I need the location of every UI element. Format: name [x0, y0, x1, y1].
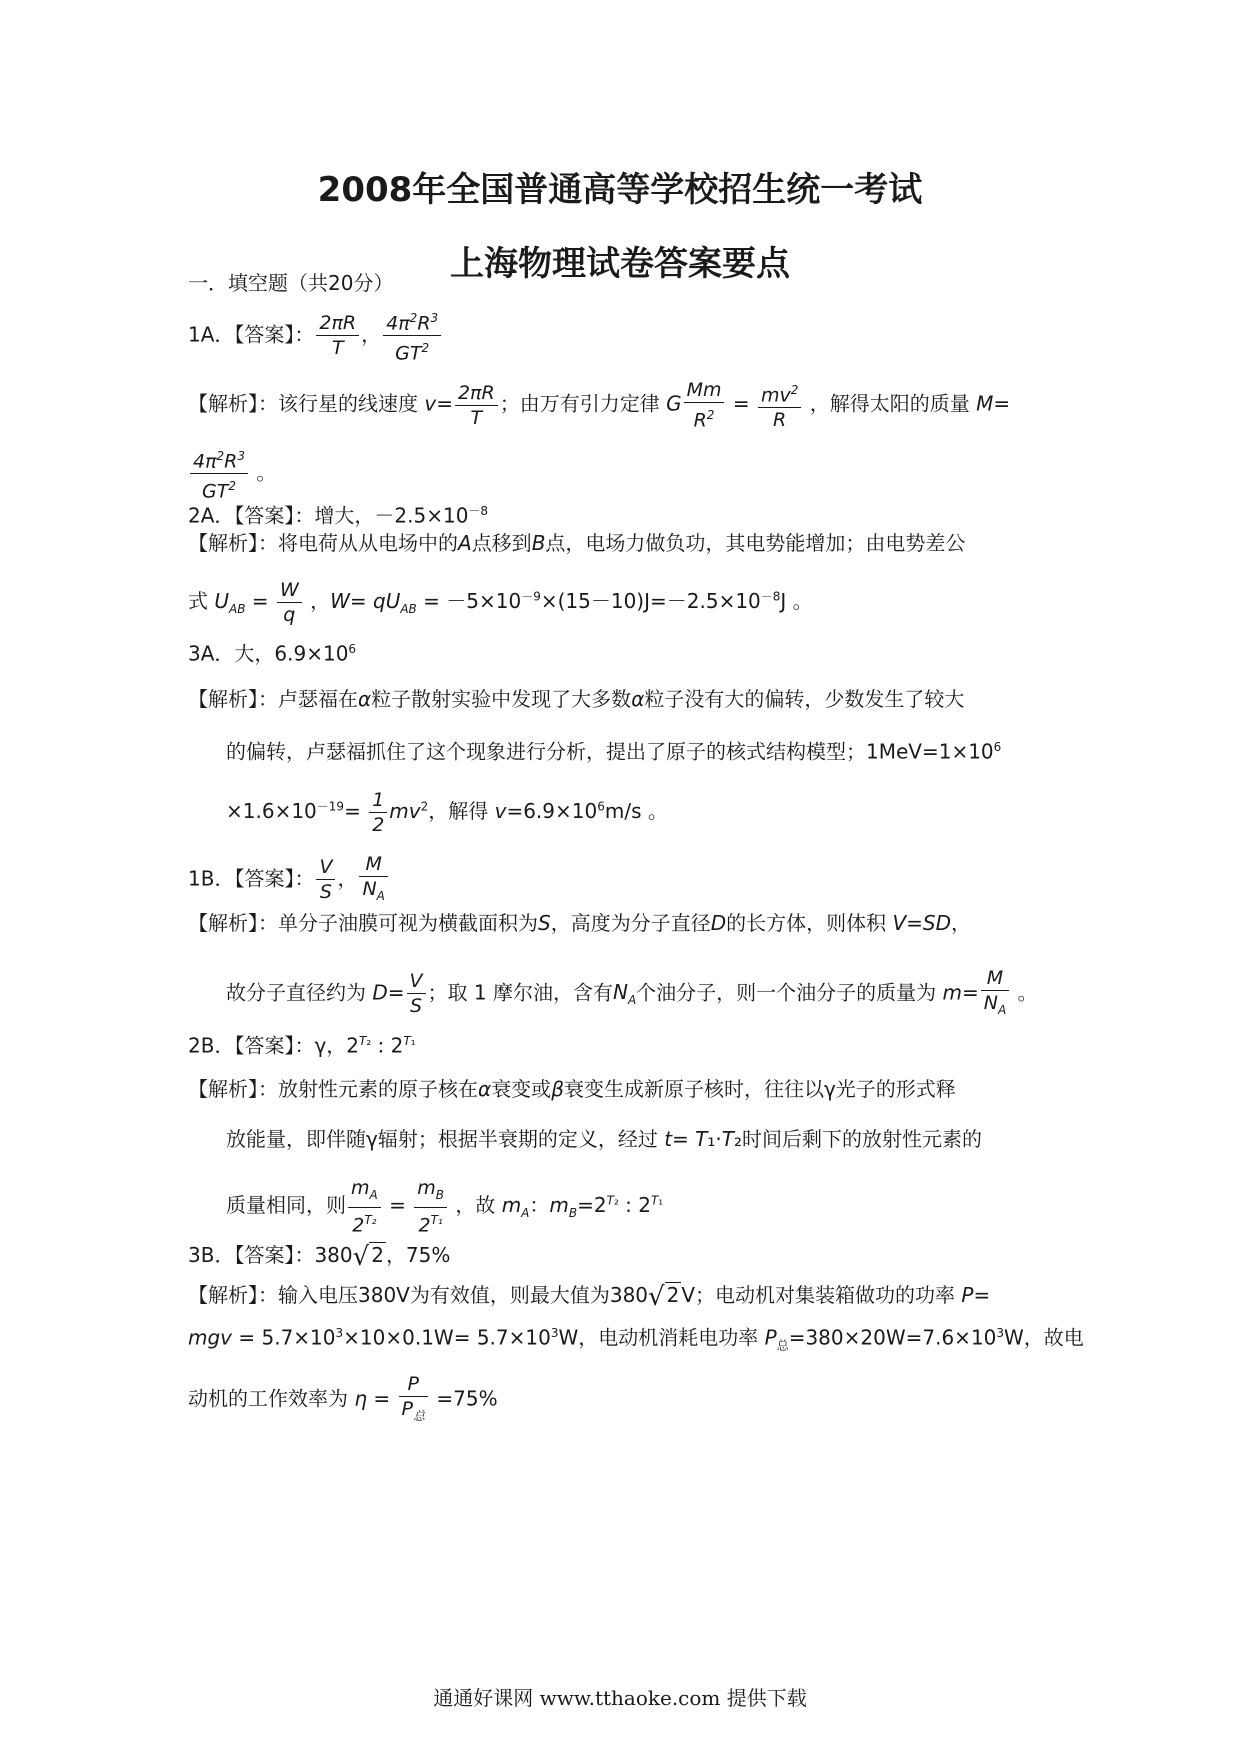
q3a-analysis-line-1: 【解析】：卢瑟福在α粒子散射实验中发现了大多数α粒子没有大的偏转，少数发生了较大 — [188, 687, 965, 711]
q3a-analysis-line-3: $\times 1.6\times 10^{-19}=$ $\frac{1}{2}$ $mv^2$，解得 $v=6.9\times 10^6m/s$ 。 — [226, 789, 668, 836]
q1a-answer: 1A．【答案】： $\frac{2\pi R}{T}$ ， $\frac{4\pi^2R^3}{GT^2}$ — [188, 306, 443, 366]
q1a-analysis-line-1: 【解析】：该行星的线速度 v= $\frac{2\pi R}{T}$ ；由万有引力定律 G $\frac{Mm}{R^2}$ = $\frac{mv^2}{R}$ ，解得太阳的质量 M= — [188, 379, 1011, 432]
q2b-analysis-line-1: 【解析】：放射性元素的原子核在α衰变或β衰变生成新原子核时，往往以γ光子的形式释 — [188, 1077, 956, 1101]
footer-credit: 通通好课网 www.tthaoke.com 提供下载 — [433, 1686, 807, 1710]
q3b-analysis-line-3: 动机的工作效率为 η = $\frac{P}{P_总}$ =75% — [188, 1373, 498, 1423]
q1a-analysis-line-2: $\frac{4\pi^2R^3}{GT^2}$ 。 — [188, 444, 276, 504]
q3b-analysis-line-2: mgv = $5.7\times 10^3\times 10\times 0.1W= 5.7\times 10^3W$，电动机消耗电功率 $P_总=380\times 20W=7.6\times 10^3W$，故电 — [188, 1325, 1084, 1353]
q1b-answer: 1B．【答案】： $\frac{V}{S}$ ， $\frac{M}{N_A}$ — [188, 852, 390, 908]
q2a-analysis-line-2: 式 $U_{AB}$ = $\frac{W}{q}$ ，$W= qU_{AB} = -5\times 10^{-9}\times(15-10)J=-2.5\times 10^{-8}J$ 。 — [188, 579, 813, 626]
section-heading: 一．填空题（共20分） — [188, 271, 394, 295]
q2a-answer: 2A．【答案】：增大，$-2.5\times 10^{-8}$ — [188, 503, 489, 528]
q2a-analysis-line-1: 【解析】：将电荷从从电场中的A点移到B点，电场力做负功，其电势能增加；由电势差公 — [188, 531, 966, 555]
document-subtitle: 上海物理试卷答案要点 — [450, 244, 790, 284]
q2b-analysis-line-3: 质量相同，则 $\frac{m_A}{2^{T_2}}$ = $\frac{m_B}{2^{T_1}}$ ，故 $m_A$：$m_B=2^{T_2}$ : $2^{T_1}$ — [226, 1177, 664, 1237]
q2b-answer: 2B．【答案】：γ，$2^{T_2}$ : $2^{T_1}$ — [188, 1033, 416, 1058]
q3a-analysis-line-2: 的偏转，卢瑟福抓住了这个现象进行分析，提出了原子的核式结构模型；$1MeV=1\times 10^6$ — [226, 739, 1002, 764]
document-title: 2008年全国普通高等学校招生统一考试 — [317, 170, 923, 210]
q3b-answer: 3B．【答案】：380√ 2 ，75% — [188, 1242, 451, 1272]
q3b-analysis-line-1: 【解析】：输入电压380V为有效值，则最大值为380√ 2 V；电动机对集装箱做功的功率 P= — [188, 1282, 991, 1312]
q1b-analysis-line-1: 【解析】：单分子油膜可视为横截面积为S，高度为分子直径D的长方体，则体积 V=SD， — [188, 911, 972, 935]
q1b-analysis-line-2: 故分子直径约为 D= $\frac{V}{S}$ ；取 1 摩尔油，含有$N_A$个油分子，则一个油分子的质量为 m= $\frac{M}{N_A}$ 。 — [226, 967, 1038, 1018]
q2b-analysis-line-2: 放能量，即伴随γ辐射；根据半衰期的定义，经过 t= T₁·T₂时间后剩下的放射性元素的 — [226, 1127, 983, 1151]
q3a-answer: 3A．大，$6.9\times 10^6$ — [188, 641, 357, 666]
